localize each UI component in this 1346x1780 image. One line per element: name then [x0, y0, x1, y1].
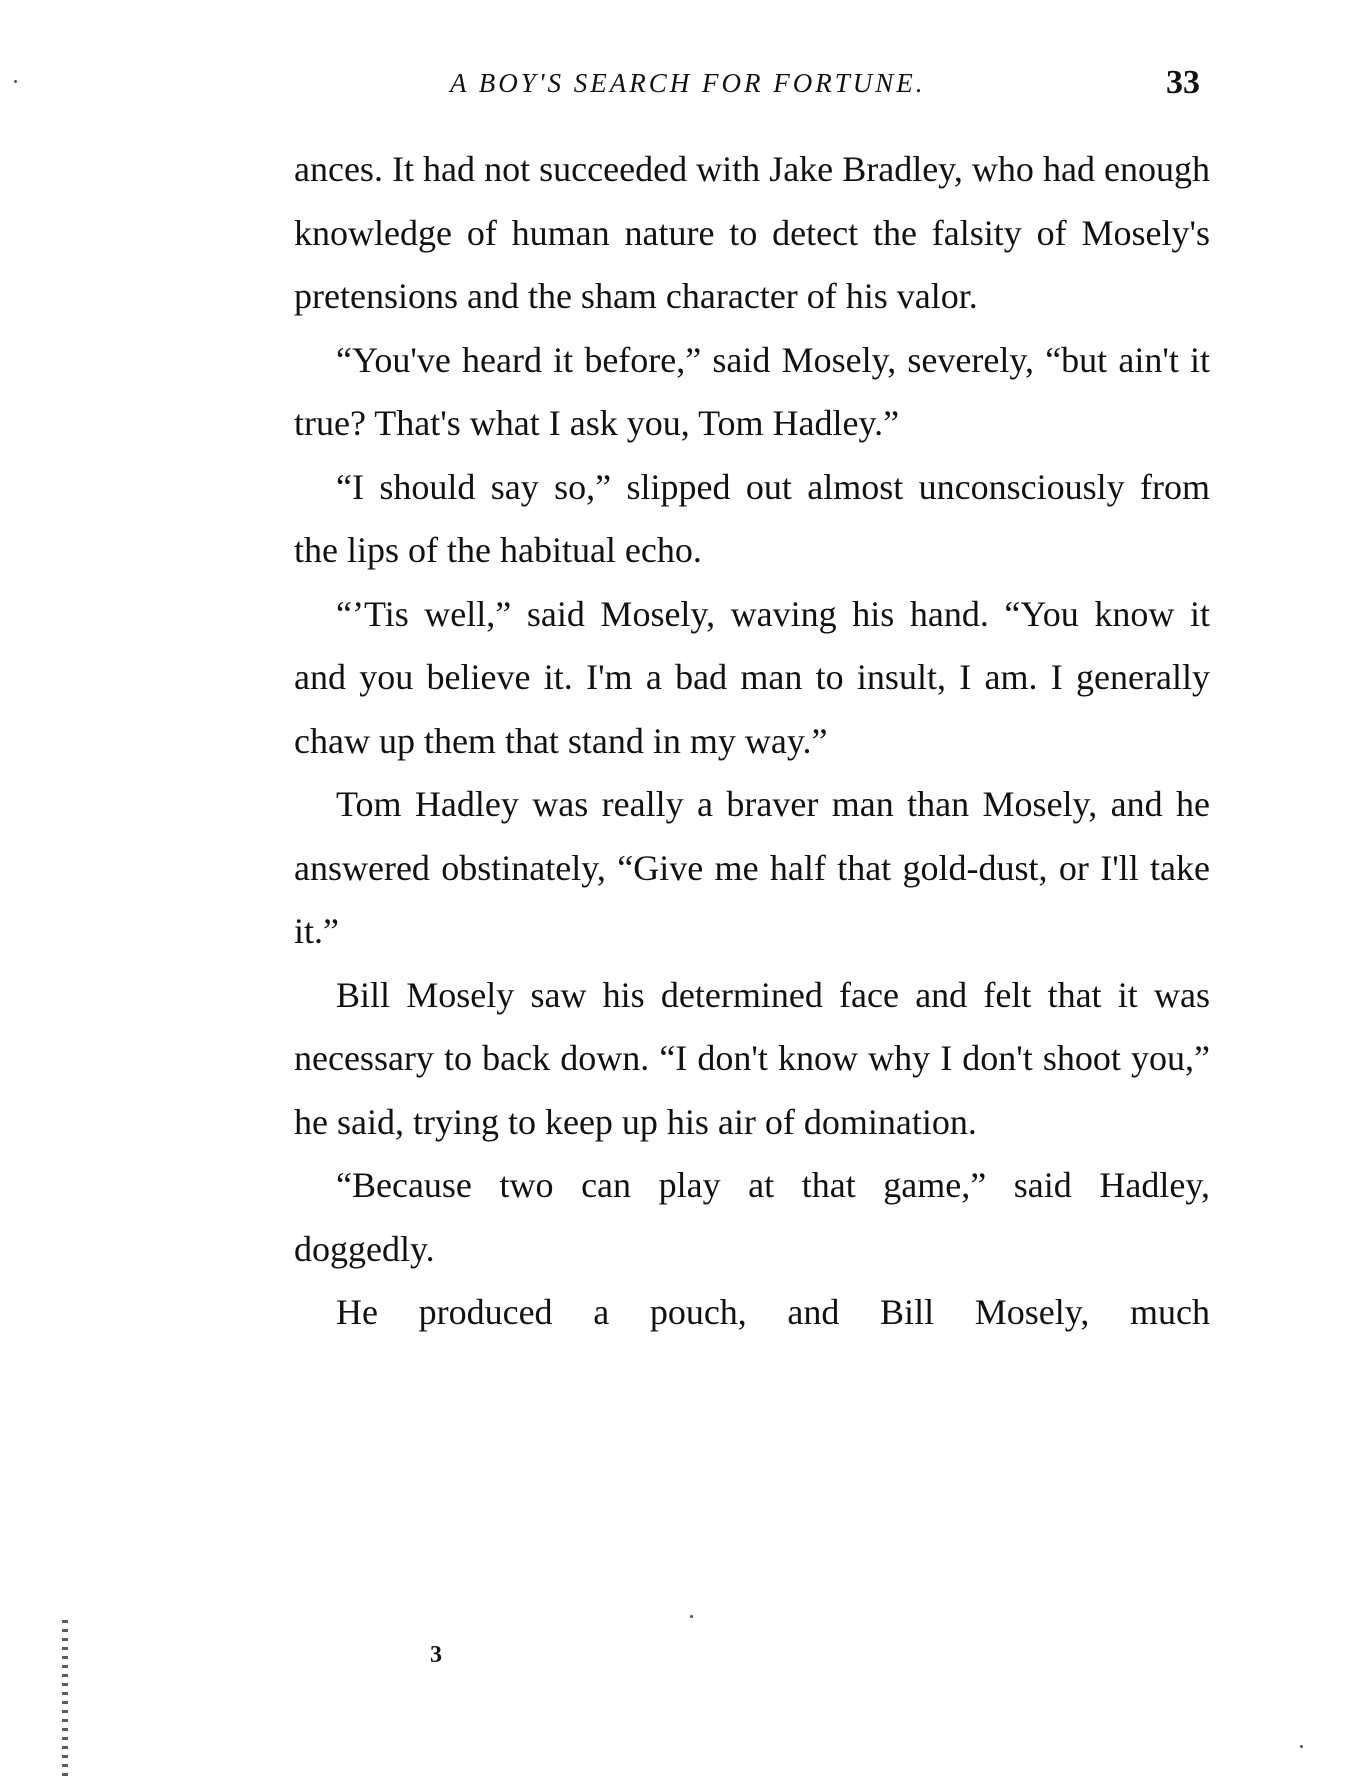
paragraph-6: Bill Mosely saw his determined face and felt that it was necessary to back down. “I don't know why I don't shoot you,” he said, trying to keep up his air of domination.: [294, 974, 1210, 1142]
paper-speck: [14, 80, 17, 83]
paragraph-1: ances. It had not succeeded with Jake Bradley, who had enough knowledge of human nature to detect the falsity of Mosely's pretensions and the sham character of his valor.: [294, 149, 1210, 316]
page-header: [290, 58, 1210, 108]
paragraph-4: “’Tis well,” said Mosely, waving his hand. “You know it and you believe it. I'm a bad man to insult, I am. I generally chaw up them that stand in my way.”: [294, 593, 1210, 761]
paragraph-5: Tom Hadley was really a braver man than Mosely, and he answered obstinately, “Give me half that gold-dust, or I'll take it.”: [294, 784, 1210, 951]
body-text: [294, 138, 1210, 1345]
running-title: A BOY'S SEARCH FOR FORTUNE.: [450, 68, 926, 98]
paragraph-7: “Because two can play at that game,” said Hadley, doggedly.: [294, 1165, 1210, 1269]
page-number: 33: [1166, 64, 1200, 101]
paragraph-3: “I should say so,” slipped out almost unconsciously from the lips of the habitual echo.: [294, 466, 1210, 570]
paragraph-8: He produced a pouch, and Bill Mosely, much: [336, 1292, 1210, 1332]
paragraph-2: “You've heard it before,” said Mosely, severely, “but ain't it true? That's what I ask you, Tom Hadley.”: [294, 339, 1210, 443]
paper-speck: [690, 1615, 693, 1618]
binding-edge: [62, 1620, 68, 1780]
signature-mark: 3: [430, 1642, 442, 1668]
paper-speck: [1300, 1745, 1303, 1748]
